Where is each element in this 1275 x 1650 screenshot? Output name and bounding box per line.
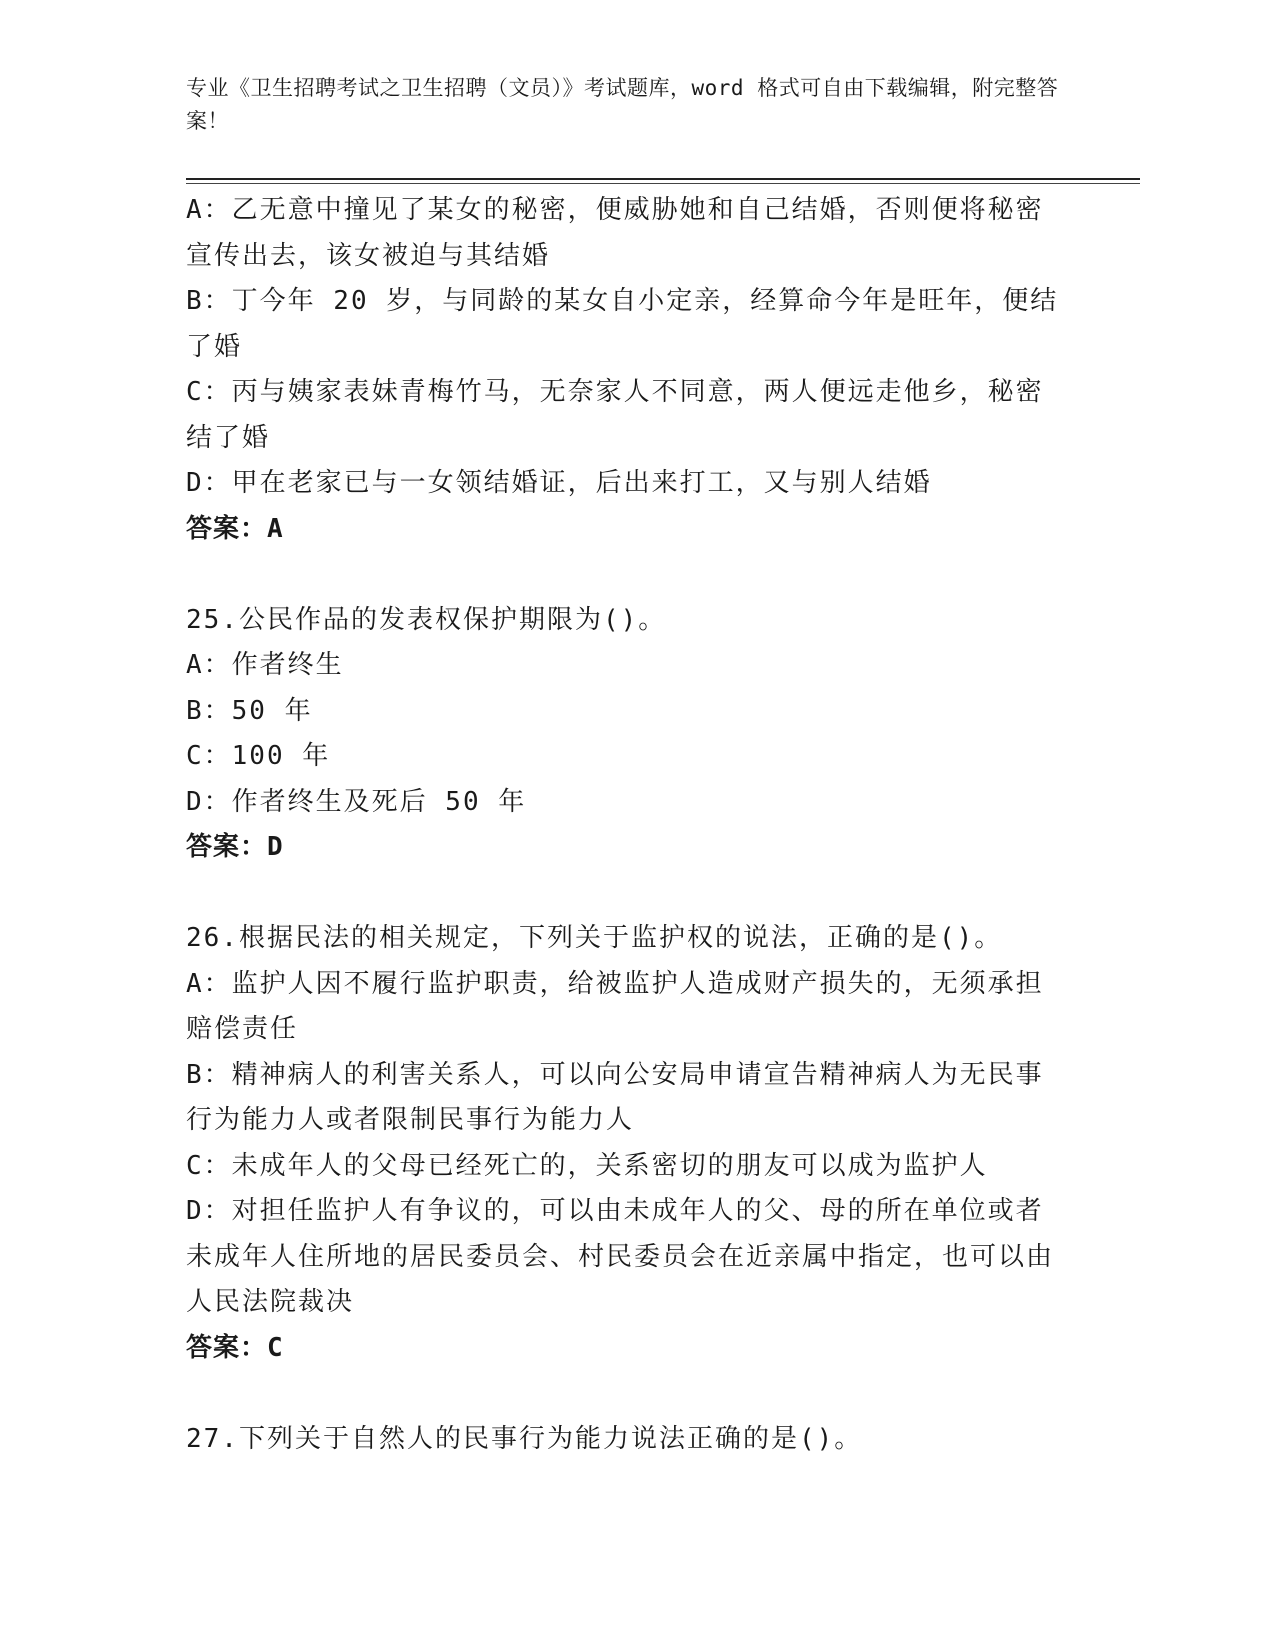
q26-option-b: B：精神病人的利害关系人，可以向公安局申请宣告精神病人为无民事行为能力人或者限制民事行为能力人 [186,1059,1044,1135]
q24-option-a: A：乙无意中撞见了某女的秘密，便威胁她和自己结婚，否则便将秘密宣传出去，该女被迫与其结婚 [186,195,1044,271]
header-rule-thin [186,183,1140,184]
q25-option-a: A：作者终生 [186,650,344,680]
q25-question: 25.公民作品的发表权保护期限为()。 [186,604,667,635]
spacer [186,552,1066,598]
q25-option-b: B：50 年 [186,695,313,726]
q25-option-c: C：100 年 [186,741,331,771]
header-rule-thick [186,178,1140,180]
q26-answer: 答案：C [186,1332,284,1363]
q26-question: 26.根据民法的相关规定，下列关于监护权的说法，正确的是()。 [186,923,1003,953]
q26-option-d: D：对担任监护人有争议的，可以由未成年人的父、母的所在单位或者未成年人住所地的居民委员会、村民委员会在近亲属中指定，也可以由人民法院裁决 [186,1196,1055,1317]
q24-option-b: B：丁今年 20 岁，与同龄的某女自小定亲，经算命今年是旺年，便结了婚 [186,286,1059,362]
q24-answer: 答案：A [186,513,284,544]
q24-option-d: D：甲在老家已与一女领结婚证，后出来打工，又与别人结婚 [186,468,932,498]
page-header: 专业《卫生招聘考试之卫生招聘（文员）》考试题库，word 格式可自由下载编辑，附完整答案！ [186,76,1059,133]
q25-answer: 答案：D [186,832,284,862]
question-content [186,188,1066,1462]
q26-option-a: A：监护人因不履行监护职责，给被监护人造成财产损失的，无须承担赔偿责任 [186,968,1044,1044]
q27-question: 27.下列关于自然人的民事行为能力说法正确的是()。 [186,1423,863,1454]
q24-option-c: C：丙与姨家表妹青梅竹马，无奈家人不同意，两人便远走他乡，秘密结了婚 [186,377,1044,453]
spacer [186,871,1066,917]
q26-option-c: C：未成年人的父母已经死亡的，关系密切的朋友可以成为监护人 [186,1150,988,1181]
spacer [186,1371,1066,1417]
q25-option-d: D：作者终生及死后 50 年 [186,786,527,817]
